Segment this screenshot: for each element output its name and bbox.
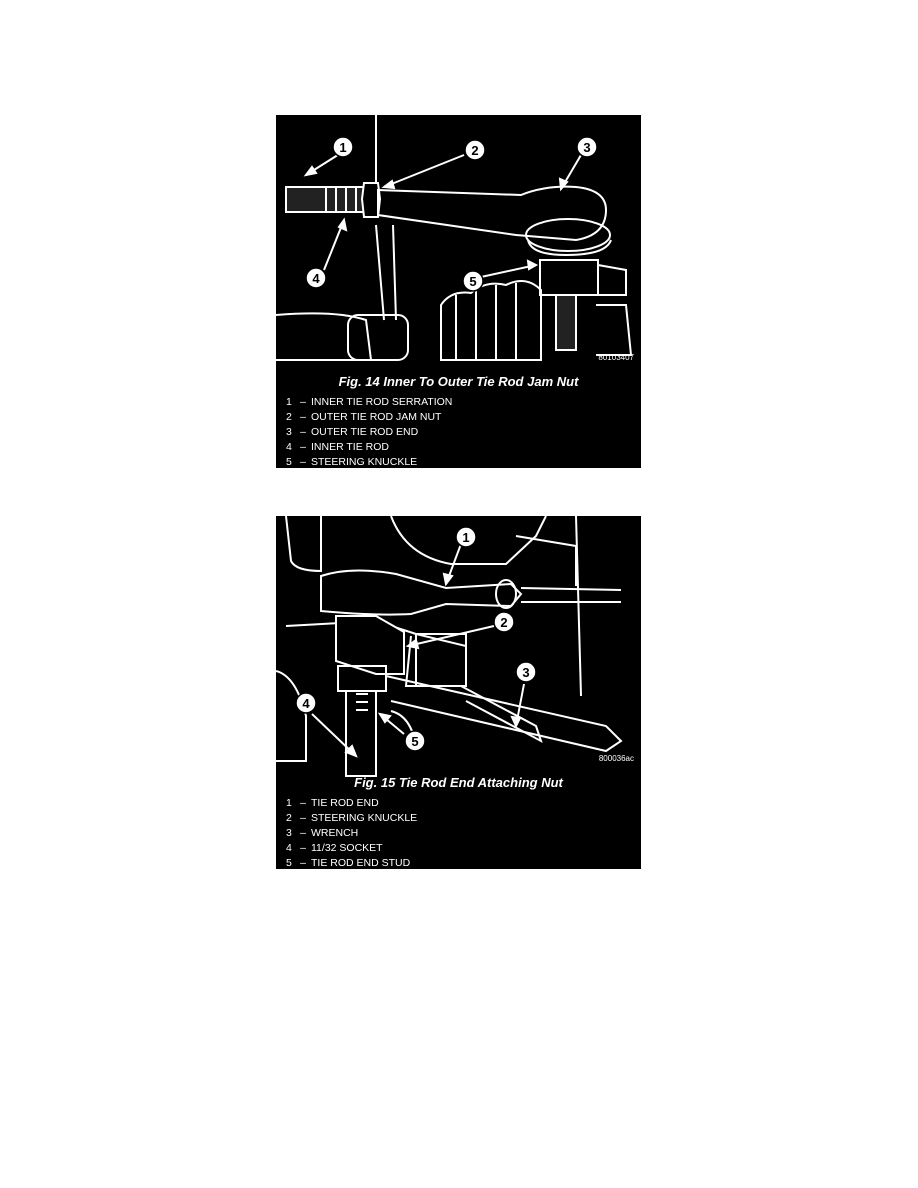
legend-sep: –	[300, 857, 306, 869]
legend-text: WRENCH	[311, 827, 359, 839]
legend-item	[286, 796, 417, 811]
legend-sep: –	[300, 827, 306, 839]
legend-list	[286, 395, 452, 468]
figure-15	[276, 516, 641, 869]
figure-15-illustration	[276, 516, 641, 778]
legend-text: 11/32 SOCKET	[311, 842, 383, 854]
callout-1: 1	[339, 140, 347, 155]
legend-item	[286, 841, 417, 856]
legend-text: INNER TIE ROD	[311, 441, 389, 453]
legend-num: 4	[286, 441, 292, 453]
callout-2: 2	[471, 143, 479, 158]
legend-sep: –	[300, 411, 306, 423]
legend-num: 2	[286, 812, 292, 824]
figure-14-illustration	[276, 115, 641, 377]
legend-item	[286, 440, 452, 455]
legend-sep: –	[300, 812, 306, 824]
legend-num: 1	[286, 396, 292, 408]
legend-text: TIE ROD END STUD	[311, 857, 411, 869]
legend-item	[286, 811, 417, 826]
legend-item	[286, 410, 452, 425]
callout-5: 5	[411, 734, 419, 749]
legend-num: 5	[286, 857, 292, 869]
callout-2: 2	[500, 615, 508, 630]
legend-text: OUTER TIE ROD END	[311, 426, 419, 438]
callout-1: 1	[462, 530, 470, 545]
legend-sep: –	[300, 441, 306, 453]
legend-text: STEERING KNUCKLE	[311, 456, 418, 468]
legend-num: 5	[286, 456, 292, 468]
legend-text: STEERING KNUCKLE	[311, 812, 418, 824]
callout-4: 4	[302, 696, 310, 711]
legend-text: OUTER TIE ROD JAM NUT	[311, 411, 442, 423]
legend-num: 3	[286, 426, 292, 438]
callout-5: 5	[469, 274, 477, 289]
legend-item	[286, 826, 417, 841]
image-code: 800036ac	[598, 754, 634, 763]
figure-caption: Fig. 14 Inner To Outer Tie Rod Jam Nut	[338, 374, 579, 389]
legend-list	[286, 796, 417, 869]
legend-sep: –	[300, 396, 306, 408]
callout-4: 4	[312, 271, 320, 286]
callout-3: 3	[583, 140, 591, 155]
legend-sep: –	[300, 456, 306, 468]
legend-num: 4	[286, 842, 292, 854]
legend-sep: –	[300, 797, 306, 809]
callout-3: 3	[522, 665, 530, 680]
legend-text: INNER TIE ROD SERRATION	[311, 396, 453, 408]
legend-num: 2	[286, 411, 292, 423]
figure-14	[276, 115, 641, 468]
legend-text: TIE ROD END	[311, 797, 379, 809]
legend-item	[286, 395, 452, 410]
image-code: 80103407	[598, 353, 634, 362]
legend-item	[286, 425, 452, 440]
figure-caption: Fig. 15 Tie Rod End Attaching Nut	[354, 775, 563, 790]
legend-item	[286, 455, 452, 468]
legend-sep: –	[300, 426, 306, 438]
legend-num: 3	[286, 827, 292, 839]
legend-sep: –	[300, 842, 306, 854]
legend-item	[286, 856, 417, 869]
legend-num: 1	[286, 797, 292, 809]
